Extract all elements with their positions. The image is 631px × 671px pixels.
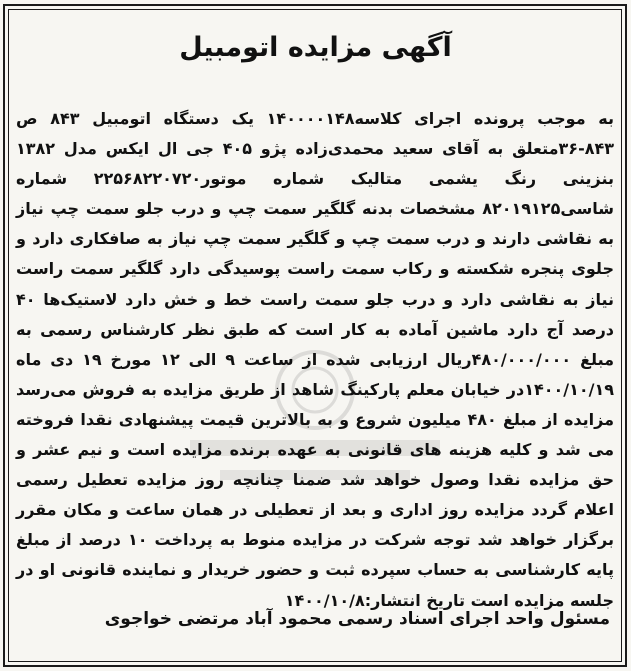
notice-body: به موجب پرونده اجرای کلاسه۱۴۰۰۰۰۱۴۸ یک دستگاه اتومبیل ۸۴۳ ص ۸۴۳-۳۶متعلق به آقای سعید محمدی‌زاده پژو ۴۰۵ جی ال ایکس مدل ۱۳۸۲ بنزینی رنگ یشمی متالیک شماره موتور۲۲۵۶۸۲۲۰۷۲۰ شماره شاسی۸۲۰۱۹۱۲۵ مشخصات بدنه گلگیر سمت چپ و درب جلو سمت چپ نیاز به نقاشی دارند و درب سمت چپ و گلگیر سمت چپ نیاز به صافکاری دارد و جلوی پنجره شکسته و رکاب سمت راست پوسیدگی دارد گلگیر سمت راست نیاز به نقاشی دارد و درب جلو سمت راست خط و خش دارد لاستیک‌ها ۴۰ درصد آج دارد ماشین آماده به کار است که طبق نظر کارشناس رسمی به مبلغ ۴۸۰/۰۰۰/۰۰۰ریال ارزیابی شده از ساعت ۹ الی ۱۲ مورخ ۱۹ دی ماه ۱۴۰۰/۱۰/۱۹در خیابان معلم پارکینگ شاهد از طریق مزایده به فروش می‌رسد مزایده از مبلغ ۴۸۰ میلیون شروع و به بالاترین قیمت پیشنهادی نقدا فروخته می شد و کلیه هزینه های قانونی به عهده برنده مزایده است و نیم عشر و حق مزایده نقدا وصول خواهد شد ضمنا چنانچه روز مزایده تعطیل رسمی اعلام گردد مزایده روز اداری و بعد از تعطیلی در همان ساعت و مکان مقرر برگزار خواهد شد توجه شرکت در مزایده منوط به پرداخت ۱۰ درصد از مبلغ پایه کارشناسی به حساب سپرده ثبت و حضور خریدار و نماینده قانونی او در جلسه مزایده است تاریخ انتشار:۱۴۰۰/۱۰/۸ (16, 109, 615, 610)
notice-signature: مسئول واحد اجرای اسناد رسمی محمود آباد مرتضی خواجوی (104, 609, 610, 629)
notice-title: آگهی مزایده اتومبیل (179, 32, 452, 63)
